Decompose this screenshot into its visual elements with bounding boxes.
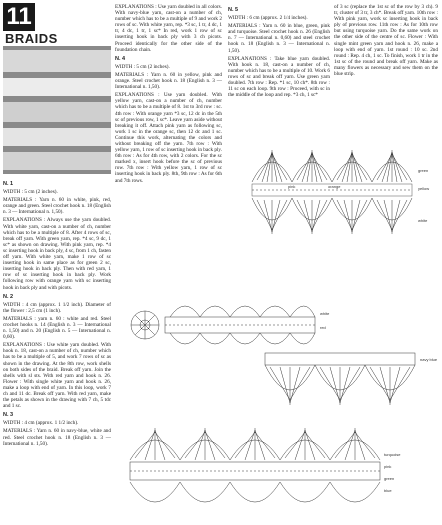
pattern-heading: N. 3: [3, 412, 14, 419]
pattern-heading: N. 2: [3, 293, 14, 300]
text-column-1: [3, 178, 111, 449]
color-label-green: green: [384, 476, 395, 481]
pattern-width: WIDTH : 6 cm (approx. 2 1/4 inches).: [228, 15, 308, 22]
color-label-orange: orange: [328, 184, 341, 189]
pattern-explanations: EXPLANATIONS : Take blue yarn doubled. With hook n. 18, cast-on a number of ch, number which has to be a multiple of 10. Work 6 rows of sc and break off yarn. Use green yarn doubled. 7th row : Rep. *1 sc, 10 ch*. 8th row : 11 sc on each loop. 9th row : Proceed, with sc in the middle of the loop and rep. *3 ch, 1 sc*: [228, 55, 330, 99]
pattern-explanations: EXPLANATIONS : Use yarn doubled in all colors. With navy-blue yarn, cast-on a number of ch, number which has to be a multiple of 9 and work 2 rows of sc. With white yarn, rep. *3 sc, 1 tr, 4 dc, 1 tr, 4 dc, 1 tr, 1 sc* In red, work 1 row of sc inserting hook in back ply with 3 ch picots. Proceed identically for the other side of the foundation chain.: [115, 4, 222, 53]
color-label-green: green: [418, 168, 429, 173]
color-label-white: white: [320, 311, 330, 316]
color-label-pink: pink: [288, 184, 296, 189]
pattern-explanations: EXPLANATIONS : Always use the yarn doubled. With white yarn, cast-on a number of ch, number which has to be a multiple of 8. After 4 rows of sc, break off yarn. With green yarn, rep. *4 sc, 9 dc, 1 sc* as shown on drawing. With pink yarn, rep. *4 sc inserting hook in back ply, 4 sc, from 1 ch, fasten off yarn. With white yarn, make 1 row of sc inserting hook in same place as for green 2 sc, inserting hook in back ply. Then with red yarn, 1 row of sc inserting hook in back ply. Work following row with orange yarn with sc inserting hook in back ply and with picots.: [3, 217, 111, 291]
color-label-white: white: [418, 218, 428, 223]
crochet-diagram-4: [120, 420, 438, 522]
color-label-blue: blue: [384, 488, 392, 493]
pattern-materials: MATERIALS : Yarn n. 60 in blue, green, pink and turquoise. Steel crochet hook n. 26 (English n. 7 — International n. 0,60) and steel crochet hook n. 18 (English n. 3 — International n. 1,50).: [228, 23, 330, 54]
fan-motif-row: [252, 150, 412, 182]
pattern-heading: N. 4: [115, 55, 126, 62]
pattern-width: WIDTH : 5 cm (2 inches).: [115, 63, 170, 70]
color-label-pink: pink: [384, 464, 392, 469]
color-label-turquoise: turquoise: [384, 452, 401, 457]
pattern-materials: MATERIALS : Yarn n. 60 in navy-blue, white and red. Steel crochet hook n. 18 (English n. 3 — International n. 1,50).: [3, 428, 111, 447]
pattern-explanations: EXPLANATIONS : Use yarn doubled. With yellow yarn, cast-on a number of ch, number which has to be a multiple of 8. 1st to 3rd row : sc. 4th row : With orange yarn *3 sc, 12 dc in the 5th sc of previous row, 1 sc*. Leave yarn aside without breaking it off. Attach pink yarn as following sc, work 1 sc in the orange sc, then 12 dc and 1 sc. Continue this work, alternating the colors and without breaking off the yarn. 7th row : With yellow yarn, 1 row of sc inserting hook in back ply. 6th row : As for 4th row, with 2 colors. For the sc marked x, insert hook before the sc of previous row. 7th row : With yellow yarn, 1 row of sc inserting hook in back ply. 8th, 9th row : As for 6th and 7th rows.: [115, 92, 222, 184]
crochet-diagram-5: [232, 142, 438, 290]
section-title: BRAIDS: [5, 31, 58, 46]
pattern-width: WIDTH : 4 cm (approx. 1 1/2 inch). Diameter of the flower : 2,5 cm (1 inch).: [3, 301, 111, 314]
pattern-heading: N. 1: [3, 181, 14, 187]
pattern-width: WIDTH : 5 cm (2 inches).: [3, 189, 58, 196]
page-header: [3, 3, 111, 46]
section-number: 11: [3, 3, 35, 31]
pattern-heading: N. 5: [228, 7, 239, 13]
pattern-explanations: EXPLANATIONS : Use white yarn doubled. With hook n. 18, cast-on a number of ch, number which has to be a multiple of 5, and work 7 rows of sc as shown in the drawing. At the 8th row, work shells on both sides of the braid. Break off yarn. Join the shells with sl sts. With red yarn and hook n. 26. Flower : With single white yarn and hook n. 26, make a loop with end of yarn. In this loop, work 7 ch and 11 dc. Break off yarn. With red yarn, make the petals as shown in the drawing with 7 ch, 5 tdc and 1 sc.: [3, 342, 111, 410]
text-column-3: [228, 4, 330, 100]
color-label-red: red: [320, 325, 326, 330]
pattern-materials: MATERIALS : Yarn n. 60 in white, pink, red, orange and green. Steel crochet hook n. 18 (English n. 3 — International n. 1,50).: [3, 197, 111, 216]
text-column-2: [115, 4, 222, 186]
pattern-materials: MATERIALS : yarn n. 60 : white and red. Steel crochet hooks n. 14 (English n. 3 — International n. 1,50) and n. 20 (English n. 5 — International n. 0,60).: [3, 315, 111, 341]
color-label-navy: navy blue: [420, 357, 438, 362]
text-column-4: [334, 4, 438, 79]
crochet-diagram-2: [115, 295, 440, 415]
pattern-materials: MATERIALS : Yarn n. 60 in yellow, pink and orange. Steel crochet hook n. 18 (English n. 3 — International n. 1,50).: [115, 71, 222, 91]
color-label-yellow: yellow: [418, 186, 430, 191]
pattern-explanations: of 3 sc (replace the 1st sc of the row by 3 ch). 9 tr, cluster of 3 tr, 3 ch*. Break off yarn. 10th row : With pink yarn, work sc inserting hook in back ply of previous row. 11th row : As for 10th row but using turquoise yarn. Do the same work on the other side of the centre of sc. Flower : With single mint green yarn and hook n. 26, make a loop with end of yarn. 1st round : 10 sc. 2nd round : Rep. 4 ch, 1 sc. To finish, work 1 tr in the 1st sc of the round and break off yarn. Make as many flowers as necessary and sew them on the blue strip.: [334, 4, 438, 78]
pattern-width: WIDTH : 4 cm (approx. 1 1/2 inch).: [3, 420, 79, 427]
braids-photo: [3, 46, 111, 174]
